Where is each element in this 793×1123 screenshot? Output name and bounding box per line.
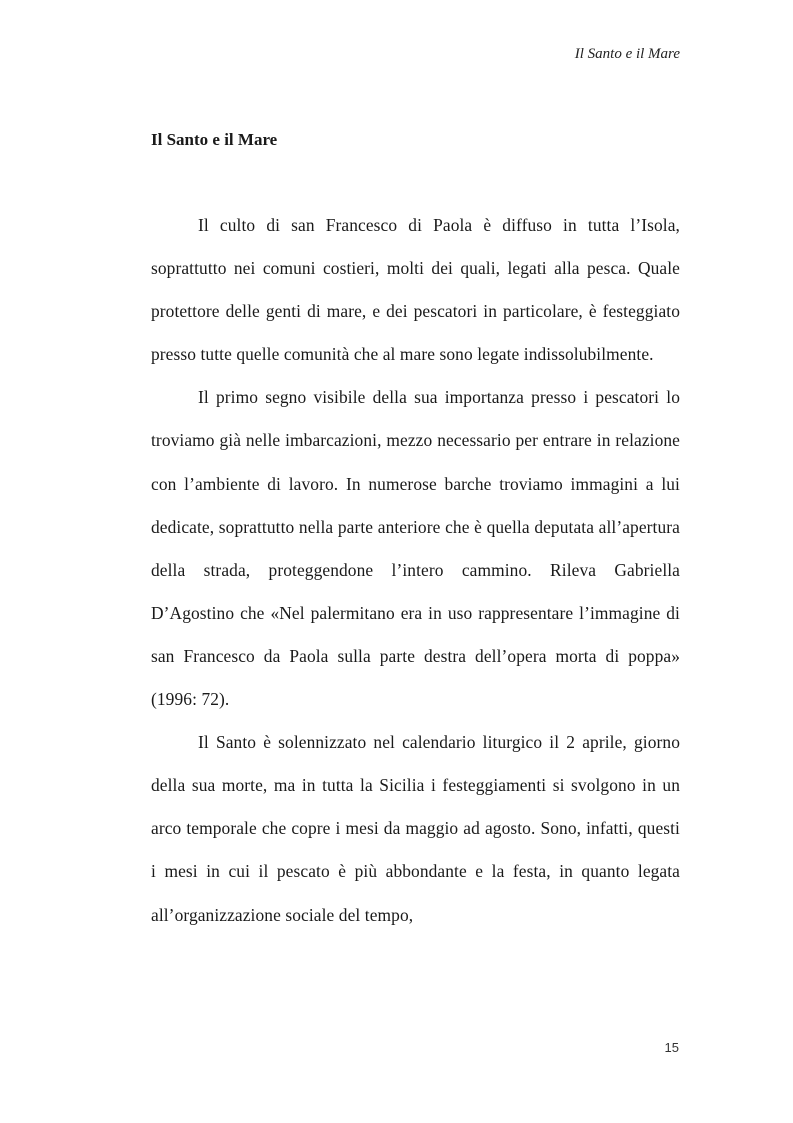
running-header: Il Santo e il Mare bbox=[574, 46, 680, 62]
page-number: 15 bbox=[664, 1040, 679, 1055]
body-text bbox=[151, 204, 680, 937]
paragraph-3: Il Santo è solennizzato nel calendario liturgico il 2 aprile, giorno della sua morte, ma in tutta la Sicilia i festeggiamenti si svolgono in un arco temporale che copre i mesi da maggio ad agosto. Sono, infatti, questi i mesi in cui il pescato è più abbondante e la festa, in quanto legata all’organizzazione sociale del tempo, bbox=[151, 732, 680, 925]
section-title: Il Santo e il Mare bbox=[151, 130, 278, 149]
paragraph-1: Il culto di san Francesco di Paola è diffuso in tutta l’Isola, soprattutto nei comuni costieri, molti dei quali, legati alla pesca. Quale protettore delle genti di mare, e dei pescatori in particolare, è festeggiato presso tutte quelle comunità che al mare sono legate indissolubilmente. bbox=[151, 215, 680, 365]
paragraph-2: Il primo segno visibile della sua importanza presso i pescatori lo troviamo già nelle imbarcazioni, mezzo necessario per entrare in relazione con l’ambiente di lavoro. In numerose barche troviamo immagini a lui dedicate, soprattutto nella parte anteriore che è quella deputata all’apertura della strada, proteggendone l’intero cammino. Rileva Gabriella D’Agostino che «Nel palermitano era in uso rappresentare l’immagine di san Francesco da Paola sulla parte destra dell’opera morta di poppa» (1996: 72). bbox=[151, 387, 680, 710]
